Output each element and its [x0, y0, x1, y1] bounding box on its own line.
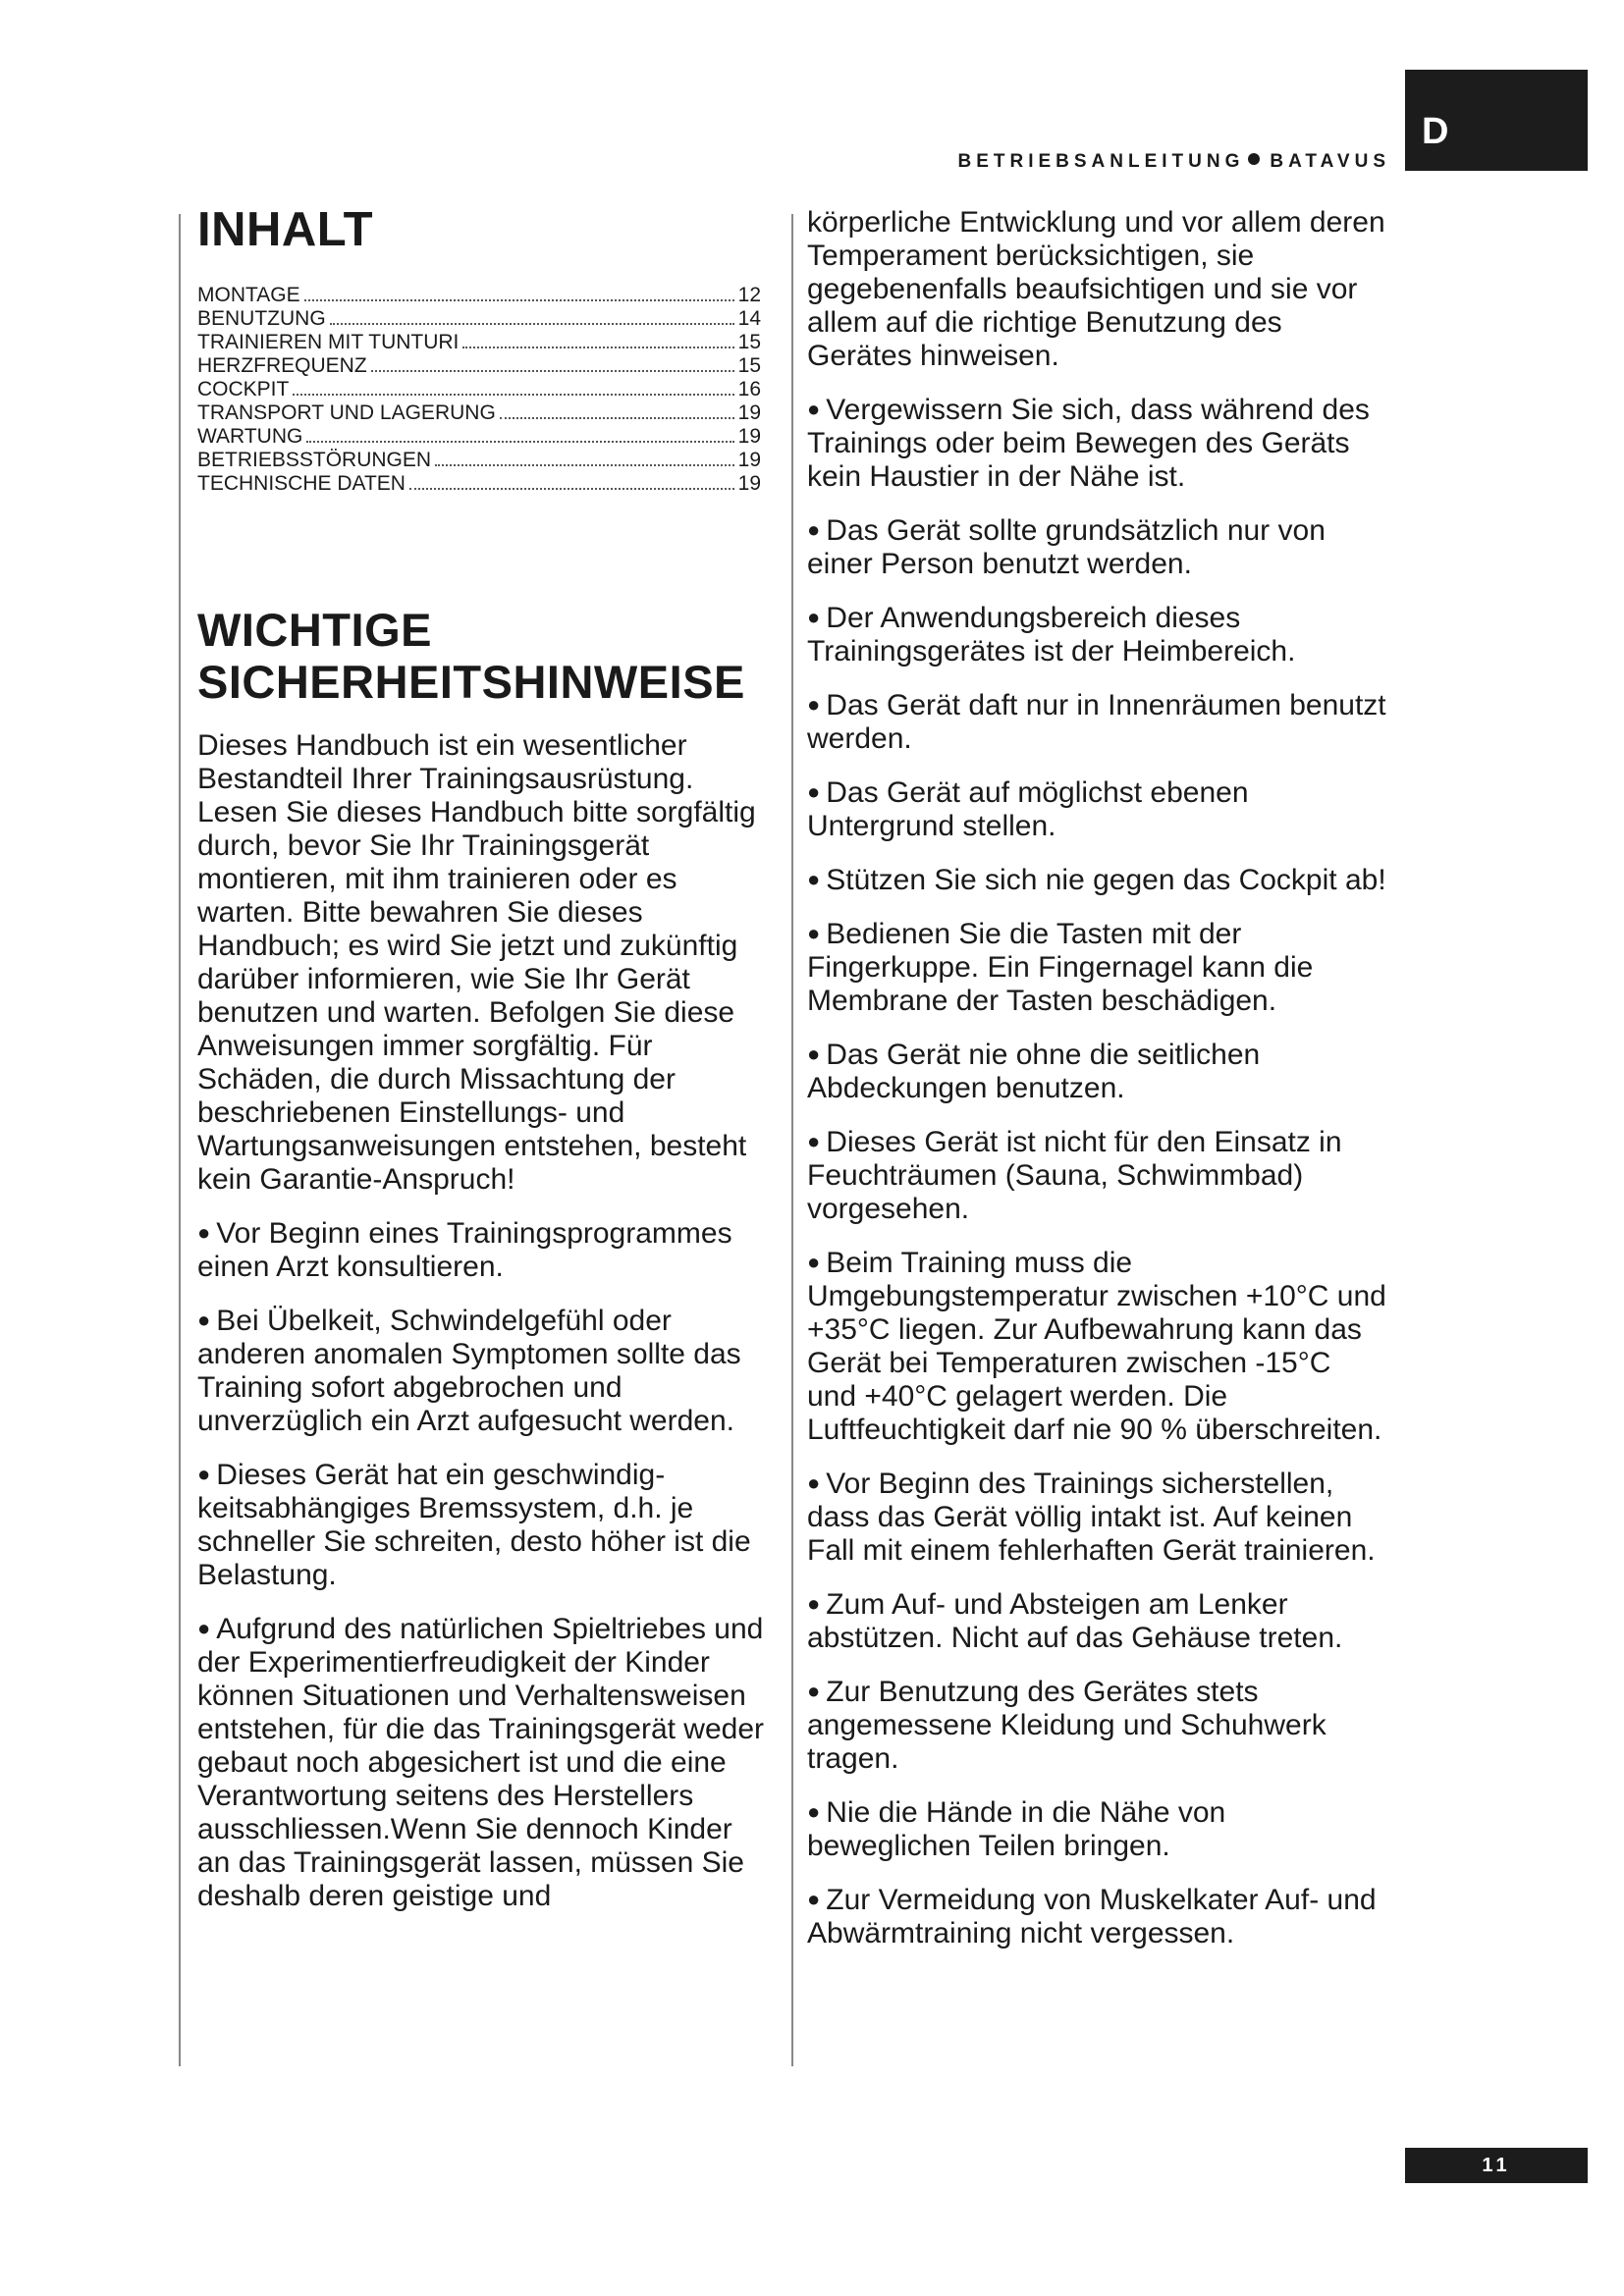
safety-bullet-text: Der Anwendungsbereich dieses Trainingsgerätes ist der Heimbereich.: [807, 602, 1296, 667]
toc-entry-page: 19: [737, 449, 761, 471]
safety-bullet-item: [807, 1883, 1386, 1950]
right-column: [807, 206, 1386, 1950]
bullet-icon: ●: [807, 1887, 821, 1911]
safety-bullet-item: [807, 1467, 1386, 1568]
toc-leader: [435, 464, 734, 466]
bullet-icon: ●: [807, 1679, 821, 1703]
safety-bullet-text: Das Gerät sollte grundsätzlich nur von einer Person benutzt werden.: [807, 514, 1326, 580]
toc-entry-label: BETRIEBSSTÖRUNGEN: [197, 449, 432, 471]
toc-leader: [409, 488, 734, 490]
toc-entry: [197, 401, 761, 425]
toc-entry-label: WARTUNG: [197, 425, 303, 448]
toc-entry-page: 16: [737, 378, 761, 400]
safety-bullet-item: [807, 1587, 1386, 1655]
safety-bullet-text: Das Gerät auf möglichst ebenen Untergrund stellen.: [807, 776, 1249, 842]
toc-entry-label: MONTAGE: [197, 284, 300, 306]
toc-entry: [197, 378, 761, 401]
toc-entry: [197, 425, 761, 449]
toc-entry: [197, 331, 761, 354]
toc-entry-page: 15: [737, 331, 761, 353]
toc-leader: [462, 347, 734, 348]
safety-bullet-text: Vor Beginn eines Trainingsprogrammes einen Arzt konsultieren.: [197, 1217, 732, 1283]
safety-bullet-text: Bedienen Sie die Tasten mit der Fingerkuppe. Ein Fingernagel kann die Membrane der Tasten beschädigen.: [807, 918, 1314, 1017]
bullet-icon: ●: [807, 867, 821, 891]
header-brand: BATAVUS: [1270, 151, 1390, 172]
toc-entry: [197, 449, 761, 472]
bullet-icon: ●: [197, 1220, 211, 1245]
toc-entry: [197, 307, 761, 331]
bullet-icon: ●: [807, 397, 821, 421]
toc-entry-page: 19: [737, 401, 761, 424]
language-tab-label: D: [1422, 111, 1449, 152]
header-manual-title: BETRIEBSANLEITUNG: [957, 151, 1245, 172]
safety-bullet-text: Das Gerät daft nur in Innenräumen benutzt werden.: [807, 689, 1386, 755]
toc-leader: [330, 323, 734, 325]
table-of-contents: [197, 284, 761, 496]
safety-bullet-text: Das Gerät nie ohne die seitlichen Abdeckungen benutzen.: [807, 1039, 1261, 1104]
toc-entry-page: 15: [737, 354, 761, 377]
safety-heading-line1: WICHTIGE: [197, 604, 432, 656]
toc-entry-label: TRANSPORT UND LAGERUNG: [197, 401, 496, 424]
safety-bullet-item: [807, 1795, 1386, 1863]
safety-continuation-paragraph: körperliche Entwicklung und vor allem deren Temperament berücksichtigen, sie gegebenenfalls beaufsichtigen und sie vor allem auf die richtige Benutzung des Gerätes hinweisen.: [807, 206, 1385, 372]
bullet-icon: ●: [807, 1799, 821, 1824]
safety-bullet-item: [807, 917, 1386, 1018]
toc-entry-label: BENUTZUNG: [197, 307, 326, 330]
bullet-icon: ●: [197, 1462, 211, 1486]
toc-leader: [306, 441, 734, 443]
toc-entry: [197, 472, 761, 496]
safety-bullet-item: [197, 1304, 767, 1438]
safety-bullet-item: [197, 1216, 767, 1284]
safety-bullet-text: Zur Vermeidung von Muskelkater Auf- und Abwärmtraining nicht vergessen.: [807, 1884, 1377, 1949]
toc-entry-label: TECHNISCHE DATEN: [197, 472, 406, 495]
bullet-separator-icon: [1248, 153, 1260, 165]
bullet-icon: ●: [807, 1041, 821, 1066]
toc-entry: [197, 284, 761, 307]
bullet-icon: ●: [807, 1470, 821, 1495]
toc-leader: [500, 417, 734, 419]
safety-bullet-item: [197, 1612, 767, 1913]
toc-entry-page: 14: [737, 307, 761, 330]
safety-bullet-text: Dieses Gerät ist nicht für den Einsatz in Feuchträumen (Sauna, Schwimmbad) vorgesehen.: [807, 1126, 1342, 1225]
bullet-icon: ●: [807, 517, 821, 542]
safety-bullet-item: [807, 1125, 1386, 1226]
safety-bullet-item: [807, 393, 1386, 494]
bullet-icon: ●: [197, 1616, 211, 1640]
toc-entry-label: TRAINIEREN MIT TUNTURI: [197, 331, 460, 353]
bullet-icon: ●: [807, 1250, 821, 1274]
safety-heading: [197, 604, 767, 708]
safety-bullet-item: [807, 863, 1386, 897]
safety-intro-paragraph: Dieses Handbuch ist ein wesentlicher Bestandteil Ihrer Trainingsausrüstung. Lesen Sie dieses Handbuch bitte sorgfältig durch, bevor Sie Ihr Trainingsgerät montieren, mit ihm trainieren oder es warten. Bitte bewahren Sie dieses Handbuch; es wird Sie jetzt und zukünftig darüber informieren, wie Sie Ihr Gerät benutzen und warten. Befolgen Sie diese Anweisungen immer sorgfältig. Für Schäden, die durch Missachtung der beschriebenen Einstellungs- und Wartungsanweisungen entstehen, besteht kein Garantie-Anspruch!: [197, 729, 756, 1196]
page-number: 11: [1405, 2148, 1588, 2183]
safety-bullet-item: [197, 1458, 767, 1592]
safety-bullet-text: Nie die Hände in die Nähe von beweglichen Teilen bringen.: [807, 1796, 1226, 1862]
toc-entry-page: 19: [737, 472, 761, 495]
toc-title: INHALT: [197, 203, 373, 256]
safety-bullet-item: [807, 775, 1386, 843]
safety-heading-line2: SICHERHEITSHINWEISE: [197, 656, 745, 708]
bullet-icon: ●: [807, 1129, 821, 1153]
bullet-icon: ●: [807, 1591, 821, 1616]
safety-bullet-text: Zum Auf- und Absteigen am Lenker abstützen. Nicht auf das Gehäuse treten.: [807, 1588, 1343, 1654]
safety-bullet-item: [807, 1246, 1386, 1447]
bullet-icon: ●: [807, 779, 821, 804]
safety-bullet-text: Beim Training muss die Umgebungstemperatur zwischen +10°C und +35°C liegen. Zur Aufbewahrung kann das Gerät bei Temperaturen zwischen -15°C und +40°C gelagert werden. Die Luftfeuchtigkeit darf nie 90 % überschreiten.: [807, 1247, 1386, 1446]
toc-entry: [197, 354, 761, 378]
middle-column-rule: [791, 214, 793, 2066]
bullet-icon: ●: [807, 692, 821, 717]
bullet-icon: ●: [807, 921, 821, 945]
safety-bullet-text: Stützen Sie sich nie gegen das Cockpit ab!: [826, 864, 1386, 896]
left-column: [197, 203, 767, 1913]
safety-bullet-item: [807, 1038, 1386, 1105]
toc-leader: [371, 370, 734, 372]
language-tab: [1405, 70, 1588, 171]
left-column-rule: [179, 214, 181, 2066]
safety-bullet-text: Vergewissern Sie sich, dass während des Trainings oder beim Bewegen des Geräts kein Haustier in der Nähe ist.: [807, 394, 1370, 493]
toc-entry-label: COCKPIT: [197, 378, 290, 400]
toc-leader: [293, 394, 734, 396]
bullet-icon: ●: [807, 605, 821, 629]
safety-bullet-item: [807, 688, 1386, 756]
running-header: [957, 152, 1390, 171]
toc-entry-label: HERZFREQUENZ: [197, 354, 367, 377]
safety-bullet-item: [807, 1675, 1386, 1776]
safety-bullet-item: [807, 513, 1386, 581]
safety-bullet-item: [807, 601, 1386, 668]
toc-entry-page: 12: [737, 284, 761, 306]
safety-bullet-text: Aufgrund des natürlichen Spieltriebes und der Experimentierfreudigkeit der Kinder können Situationen und Verhaltensweisen entstehen, für die das Trainingsgerät weder gebaut noch abgesichert ist und die eine Verantwortung seitens des Herstellers ausschliessen.Wenn Sie dennoch Kinder an das Trainingsgerät lassen, müssen Sie deshalb deren geistige und: [197, 1613, 765, 1912]
safety-bullet-text: Dieses Gerät hat ein geschwindig-keitsabhängiges Bremssystem, d.h. je schneller Sie schreiten, desto höher ist die Belastung.: [197, 1459, 751, 1591]
safety-bullet-text: Bei Übelkeit, Schwindelgefühl oder anderen anomalen Symptomen sollte das Training sofort abgebrochen und unverzüglich ein Arzt aufgesucht werden.: [197, 1305, 741, 1437]
safety-bullet-text: Vor Beginn des Trainings sicherstellen, dass das Gerät völlig intakt ist. Auf keinen Fall mit einem fehlerhaften Gerät trainieren.: [807, 1468, 1376, 1567]
toc-entry-page: 19: [737, 425, 761, 448]
toc-leader: [304, 299, 734, 301]
bullet-icon: ●: [197, 1308, 211, 1332]
safety-bullet-text: Zur Benutzung des Gerätes stets angemessene Kleidung und Schuhwerk tragen.: [807, 1676, 1326, 1775]
